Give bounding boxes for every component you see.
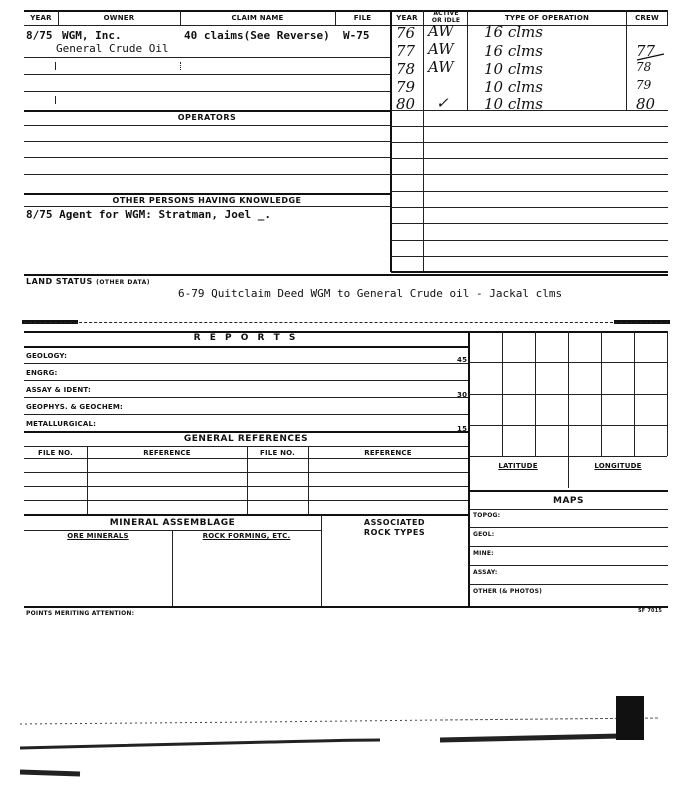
- report-label-engrg: ENGRG:: [26, 369, 58, 377]
- divider: [172, 530, 173, 606]
- ref-header-file-no-2: FILE NO.: [260, 449, 295, 457]
- maps-row-topog: TOPOG:: [473, 512, 501, 519]
- record-file: W-75: [343, 29, 370, 42]
- stroke: [637, 54, 664, 60]
- row-line: [24, 91, 390, 92]
- row-line: [391, 126, 668, 127]
- row-line: [24, 472, 468, 473]
- row-line: [391, 223, 668, 224]
- activity-year-4: 79: [396, 78, 416, 96]
- artifact: [20, 772, 80, 774]
- row-line: [24, 193, 390, 195]
- activity-year-3: 78: [396, 60, 416, 78]
- row-line: [24, 57, 390, 58]
- land-status-text: 6-79 Quitclaim Deed WGM to General Crude oil - Jackal clms: [178, 287, 563, 300]
- activity-crew-5: 80: [636, 95, 656, 113]
- report-label-assay: ASSAY & IDENT:: [26, 386, 92, 394]
- divider: [55, 62, 56, 70]
- artifact: [616, 696, 644, 740]
- col-header-type-of-operation: TYPE OF OPERATION: [504, 14, 590, 22]
- activity-type-5: 10 clms: [484, 95, 543, 113]
- row-line: [391, 174, 668, 175]
- row-line: [469, 509, 668, 510]
- artifact: [440, 736, 620, 740]
- col-header-file: FILE: [353, 14, 372, 22]
- report-num-metallurgical: 15: [457, 425, 468, 433]
- divider: [58, 10, 59, 26]
- activity-type-1: 16 clms: [484, 23, 543, 41]
- ref-header-reference-2: REFERENCE: [364, 449, 412, 457]
- ore-minerals-header: ORE MINERALS: [67, 532, 129, 540]
- activity-active-2: AW: [428, 40, 454, 58]
- activity-crew-2: 77: [636, 42, 656, 60]
- row-line: [391, 142, 668, 143]
- grid-line: [469, 394, 667, 395]
- operators-top-rule: [24, 110, 390, 112]
- ref-header-file-no-1: FILE NO.: [38, 449, 73, 457]
- land-status-top-rule: [24, 274, 668, 276]
- maps-row-other: OTHER (& PHOTOS): [473, 588, 543, 595]
- artifact: [20, 740, 380, 748]
- record-claim-name: 40 claims(See Reverse): [184, 29, 330, 42]
- activity-year-2: 77: [396, 42, 416, 60]
- tear-line: [24, 322, 668, 323]
- record-year: 8/75: [26, 29, 53, 42]
- row-line: [391, 271, 668, 273]
- col-header-year: YEAR: [30, 14, 52, 22]
- activity-crew-3: 78: [636, 60, 652, 74]
- report-label-geophys: GEOPHYS. & GEOCHEM:: [26, 403, 124, 411]
- divider: [180, 10, 181, 26]
- grid-line: [667, 331, 668, 456]
- divider: [87, 446, 88, 514]
- row-line: [391, 191, 668, 192]
- maps-row-geol: GEOL:: [473, 531, 495, 538]
- col-header-owner: OWNER: [103, 14, 135, 22]
- row-line: [24, 486, 468, 487]
- divider: [308, 446, 309, 514]
- row-line: [24, 206, 390, 207]
- row-line: [24, 157, 390, 158]
- row-line: [24, 458, 468, 459]
- bottom-rule: [24, 606, 668, 608]
- row-line: [391, 240, 668, 241]
- latitude-label: LATITUDE: [498, 462, 538, 470]
- row-line: [24, 514, 468, 516]
- activity-year-1: 76: [396, 24, 416, 42]
- row-line: [24, 380, 468, 381]
- row-line: [24, 174, 390, 175]
- col-header-or-idle: OR IDLE: [431, 17, 461, 24]
- activity-type-2: 16 clms: [484, 42, 543, 60]
- col-header-active: ACTIVE: [433, 10, 459, 17]
- divider: [180, 62, 181, 70]
- maps-row-mine: MINE:: [473, 550, 494, 557]
- mineral-assemblage-heading: MINERAL ASSEMBLAGE: [109, 518, 236, 528]
- record-owner-line1: WGM, Inc.: [62, 29, 122, 42]
- col-header-crew: CREW: [635, 14, 659, 22]
- divider: [55, 96, 56, 104]
- artifact: [20, 720, 440, 724]
- activity-crew-4: 79: [636, 78, 652, 92]
- activity-year-5: 80: [396, 95, 416, 113]
- handwriting-strokes: [392, 20, 672, 120]
- associated-rock-types-line2: ROCK TYPES: [363, 528, 426, 537]
- points-meriting-attention: POINTS MERITING ATTENTION:: [26, 610, 135, 617]
- ref-header-reference-1: REFERENCE: [143, 449, 191, 457]
- report-num-geology: 45: [457, 356, 468, 364]
- divider: [247, 446, 248, 514]
- land-status-title: LAND STATUS: [26, 277, 93, 286]
- row-line: [469, 584, 668, 585]
- row-line: [24, 397, 468, 398]
- row-line: [24, 141, 390, 142]
- report-num-assay: 30: [457, 391, 468, 399]
- form-number: SF 7015: [638, 608, 663, 614]
- report-label-metallurgical: METALLURGICAL:: [26, 420, 97, 428]
- activity-active-5: ✓: [436, 94, 449, 112]
- operators-heading: OPERATORS: [177, 113, 237, 122]
- col-header-claim-name: CLAIM NAME: [231, 14, 284, 22]
- row-line: [24, 363, 468, 364]
- divider: [335, 10, 336, 26]
- row-line: [469, 527, 668, 528]
- row-line: [24, 500, 468, 501]
- activity-active-1: AW: [428, 22, 454, 40]
- row-line: [469, 565, 668, 566]
- general-references-heading: GENERAL REFERENCES: [183, 434, 309, 444]
- row-line: [391, 158, 668, 159]
- row-line: [24, 446, 468, 447]
- maps-top-rule: [469, 490, 668, 492]
- rock-forming-header: ROCK FORMING, ETC.: [202, 532, 291, 540]
- col-header-year-2: YEAR: [396, 14, 418, 22]
- scan-artifacts: [20, 690, 670, 790]
- divider: [568, 456, 569, 488]
- activity-type-3: 10 clms: [484, 60, 543, 78]
- row-line: [469, 546, 668, 547]
- maps-heading: MAPS: [553, 496, 584, 506]
- reports-heading-rule: [24, 346, 468, 348]
- record-owner-line2: General Crude Oil: [56, 42, 169, 55]
- activity-type-4: 10 clms: [484, 78, 543, 96]
- row-line: [24, 431, 468, 433]
- maps-row-assay: ASSAY:: [473, 569, 498, 576]
- other-persons-entry: 8/75 Agent for WGM: Stratman, Joel _.: [26, 208, 272, 221]
- longitude-label: LONGITUDE: [594, 462, 642, 470]
- row-line: [391, 207, 668, 208]
- row-line: [24, 414, 468, 415]
- report-label-geology: GEOLOGY:: [26, 352, 68, 360]
- land-status-subtitle: (OTHER DATA): [96, 279, 151, 286]
- top-border: [24, 10, 668, 12]
- land-status-label: [26, 277, 150, 286]
- row-line: [391, 256, 668, 257]
- grid-line: [469, 362, 667, 363]
- activity-active-3: AW: [428, 58, 454, 76]
- row-line: [24, 74, 390, 75]
- reports-heading: R E P O R T S: [193, 333, 299, 343]
- row-line: [24, 125, 390, 126]
- grid-line: [469, 425, 667, 426]
- associated-rock-types-line1: ASSOCIATED: [363, 518, 426, 527]
- other-persons-heading: OTHER PERSONS HAVING KNOWLEDGE: [112, 196, 302, 205]
